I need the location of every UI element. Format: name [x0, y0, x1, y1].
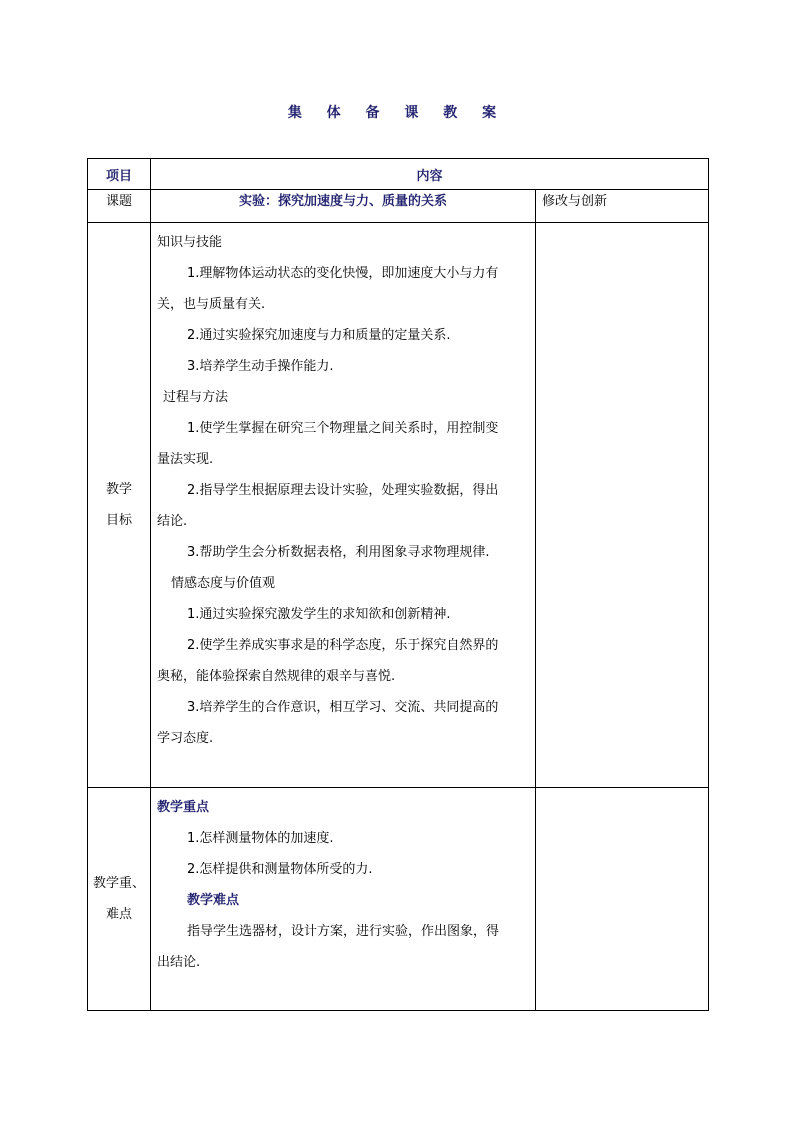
goal-line: 奥秘，能体验探索自然规律的艰辛与喜悦.	[157, 669, 396, 684]
goals-content	[151, 223, 536, 788]
key-points-row	[88, 788, 709, 1011]
goal-line: 2.指导学生根据原理去设计实验，处理实验数据，得出	[187, 483, 499, 498]
goal-line: 2.使学生养成实事求是的科学态度，乐于探究自然界的	[187, 638, 499, 653]
key-point-line: 2.怎样提供和测量物体所受的力.	[187, 862, 373, 877]
revision-label: 修改与创新	[536, 190, 709, 223]
document-title: 集 体 备 课 教 案	[287, 105, 507, 121]
topic-title: 实验：探究加速度与力、质量的关系	[151, 190, 536, 223]
lesson-plan-table	[87, 158, 709, 1011]
goal-line: 3.培养学生动手操作能力.	[187, 359, 334, 374]
goals-label	[88, 223, 151, 788]
difficulty-line: 指导学生选器材，设计方案，进行实验，作出图象，得	[187, 924, 500, 939]
goal-line: 1.理解物体运动状态的变化快慢，即加速度大小与力有	[187, 266, 499, 281]
goals-revision-cell	[536, 223, 709, 788]
goals-row	[88, 223, 709, 788]
key-points-heading: 教学重点	[157, 800, 210, 815]
goal-line: 学习态度.	[157, 731, 214, 746]
goal-line: 2.通过实验探究加速度与力和质量的定量关系.	[187, 328, 451, 343]
key-point-line: 1.怎样测量物体的加速度.	[187, 831, 334, 846]
header-item: 项目	[88, 159, 151, 190]
topic-row	[88, 190, 709, 223]
topic-label: 课题	[88, 190, 151, 223]
header-content: 内容	[151, 159, 709, 190]
goal-line: 量法实现.	[157, 452, 214, 467]
key-points-label	[88, 788, 151, 1011]
key-points-revision-cell	[536, 788, 709, 1011]
key-points-content	[151, 788, 536, 1011]
goal-line: 1.通过实验探究激发学生的求知欲和创新精神.	[187, 607, 451, 622]
section-heading: 情感态度与价值观	[171, 576, 276, 591]
key-points-label-line1: 教学重、	[92, 876, 145, 891]
section-heading: 知识与技能	[157, 235, 223, 250]
difficulty-line: 出结论.	[157, 955, 201, 970]
goals-label-line1: 教学	[105, 482, 132, 497]
section-heading: 过程与方法	[163, 390, 229, 405]
goal-line: 3.帮助学生会分析数据表格，利用图象寻求物理规律.	[187, 545, 490, 560]
goal-line: 3.培养学生的合作意识，相互学习、交流、共同提高的	[187, 700, 499, 715]
header-row	[88, 159, 709, 190]
goal-line: 结论.	[157, 514, 188, 529]
key-points-label-line2: 难点	[105, 907, 132, 922]
goal-line: 关，也与质量有关.	[157, 297, 266, 312]
goal-line: 1.使学生掌握在研究三个物理量之间关系时，用控制变	[187, 421, 499, 436]
goals-label-line2: 目标	[105, 513, 132, 528]
difficulty-heading: 教学难点	[187, 893, 240, 908]
